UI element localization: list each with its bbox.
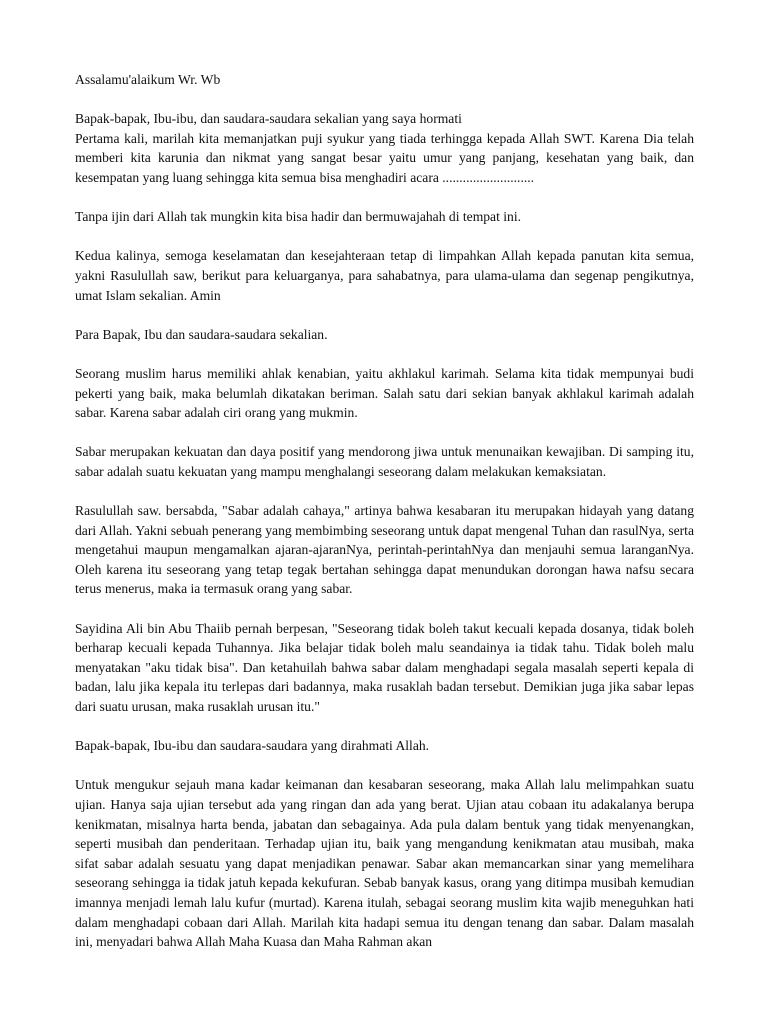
greeting: Assalamu'alaikum Wr. Wb xyxy=(75,72,221,87)
address-audience-2: Bapak-bapak, Ibu-ibu dan saudara-saudara yang dirahmati Allah. xyxy=(75,738,430,754)
paragraph-salutation: Kedua kalinya, semoga keselamatan dan kesejahteraan tetap di limpahkan Allah kepada panutan kita semua, yakni Rasulullah saw, berikut para keluarganya, para sahabatnya, para ulama-ulama dan segenap pengikutnya, umat Islam sekalian. Amin xyxy=(75,248,694,303)
paragraph-ujian: Untuk mengukur sejauh mana kadar keimanan dan kesabaran seseorang, maka Allah lalu melimpahkan suatu ujian. Hanya saja ujian tersebut ada yang ringan dan ada yang berat. Ujian atau cobaan itu adakalanya berupa kenikmatan, misalnya harta benda, jabatan dan sebagainya. Ada pula dalam bentuk yang tidak menyenangkan, seperti musibah dan penderitaan. Terhadap ujian itu, baik yang mengandung kenikmatan atau musibah, maka sifat sabar adalah sesuatu yang dapat menjadikan penawar. Sabar akan memancarkan sinar yang memelihara seseorang sehingga ia tidak jatuh kepada kekufuran. Sebab banyak kasus, orang yang ditimpa musibah kemudian imannya menjadi lemah lalu kufur (murtad). Karena itulah, sebagai seorang muslim kita wajib meneguhkan hati dalam menghadapi cobaan dari Allah. Marilah kita hadapi semua itu dengan tenang dan sabar. Dalam masalah ini, menyadari bahwa Allah Maha Kuasa dan Maha Rahman akan xyxy=(75,777,694,950)
paragraph-akhlak: Seorang muslim harus memiliki ahlak kenabian, yaitu akhlakul karimah. Selama kita tidak mempunyai budi pekerti yang baik, maka belumlah dikatakan beriman. Salah satu dari sekian banyak akhlakul karimah adalah sabar. Karena sabar adalah ciri orang yang mukmin. xyxy=(75,365,694,421)
document-page xyxy=(75,70,694,952)
paragraph-gratitude: Pertama kali, marilah kita memanjatkan puji syukur yang tiada terhingga kepada Allah SWT. Karena Dia telah memberi kita karunia dan nikmat yang sangat besar yaitu umur yang panjang, kesehatan yang baik, dan kesempatan yang luang sehingga kita semua bisa menghadiri acara ........................... xyxy=(75,130,694,185)
paragraph-hadith: Rasulullah saw. bersabda, "Sabar adalah cahaya," artinya bahwa kesabaran itu merupakan hidayah yang datang dari Allah. Yakni sebuah penerang yang membimbing seseorang untuk dapat mengenal Tuhan dan rasulNya, serta mengetahui maupun mengamalkan ajaran-ajaranNya, perintah-perintahNya dan menjauhi semua laranganNya. Oleh karena itu seseorang yang tetap tegak bertahan sehingga dapat menundukan dorongan hawa nafsu secara terus menerus, maka ia termasuk orang yang sabar. xyxy=(75,503,694,597)
paragraph-ali-quote: Sayidina Ali bin Abu Thaiib pernah berpesan, "Seseorang tidak boleh takut kecuali kepada dosanya, tidak boleh berharap kecuali kepada Tuhannya. Jika belajar tidak boleh malu seandainya ia tidak tahu. Tidak boleh malu menyatakan "aku tidak bisa". Dan ketahuilah bahwa sabar dalam menghadapi segala masalah seperti kepala di badan, lalu jika kepala itu terlepas dari badannya, maka rusaklah badan tersebut. Demikian juga jika sabar lepas dari suatu urusan, maka rusaklah urusan itu." xyxy=(75,620,694,714)
paragraph-permission: Tanpa ijin dari Allah tak mungkin kita bisa hadir dan bermuwajahah di tempat ini. xyxy=(75,209,522,225)
opening-address: Bapak-bapak, Ibu-ibu, dan saudara-saudara sekalian yang saya hormati xyxy=(75,111,462,127)
paragraph-sabar-definition: Sabar merupakan kekuatan dan daya positif yang mendorong jiwa untuk menunaikan kewajiban. Di samping itu, sabar adalah suatu kekuatan yang mampu menghalangi seseorang dalam melakukan kemaksiatan. xyxy=(75,444,694,479)
address-audience: Para Bapak, Ibu dan saudara-saudara sekalian. xyxy=(75,326,328,342)
